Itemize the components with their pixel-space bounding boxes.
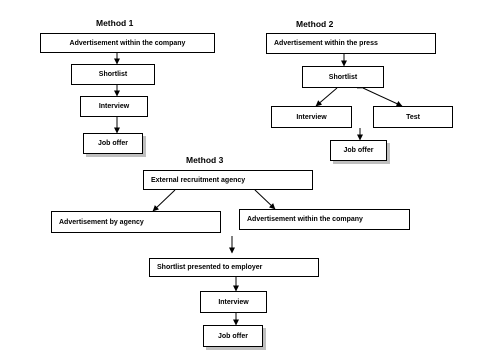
method1-title: Method 1: [96, 18, 134, 28]
m3-advert-agency-box: Advertisement by agency: [51, 211, 221, 233]
m3-job-offer-box: Job offer: [203, 325, 263, 347]
m2-interview-box: Interview: [271, 106, 352, 128]
m2-shortlist-box: Shortlist: [302, 66, 384, 88]
method2-title: Method 2: [296, 19, 334, 29]
m3-interview-box: Interview: [200, 291, 267, 313]
m3-advert-company-box: Advertisement within the company: [239, 209, 410, 230]
m3-shortlist-employer-box: Shortlist presented to employer: [149, 258, 319, 277]
m3-external-agency-box: External recruitment agency: [143, 170, 313, 190]
arrow-m2-shortlist-to-interview: [316, 88, 337, 106]
m2-test-box: Test: [373, 106, 453, 128]
m2-advert-press-box: Advertisement within the press: [266, 33, 436, 54]
m1-shortlist-box: Shortlist: [71, 64, 155, 85]
method3-title: Method 3: [186, 155, 224, 165]
m1-job-offer-box: Job offer: [83, 133, 143, 154]
arrow-m2-shortlist-test-double: [363, 88, 402, 106]
arrow-m3-agency-to-advert-agency: [153, 190, 175, 211]
m1-interview-box: Interview: [80, 96, 148, 117]
m2-job-offer-box: Job offer: [330, 140, 387, 161]
m1-advert-company-box: Advertisement within the company: [40, 33, 215, 53]
arrow-m3-agency-company-double: [255, 190, 275, 209]
